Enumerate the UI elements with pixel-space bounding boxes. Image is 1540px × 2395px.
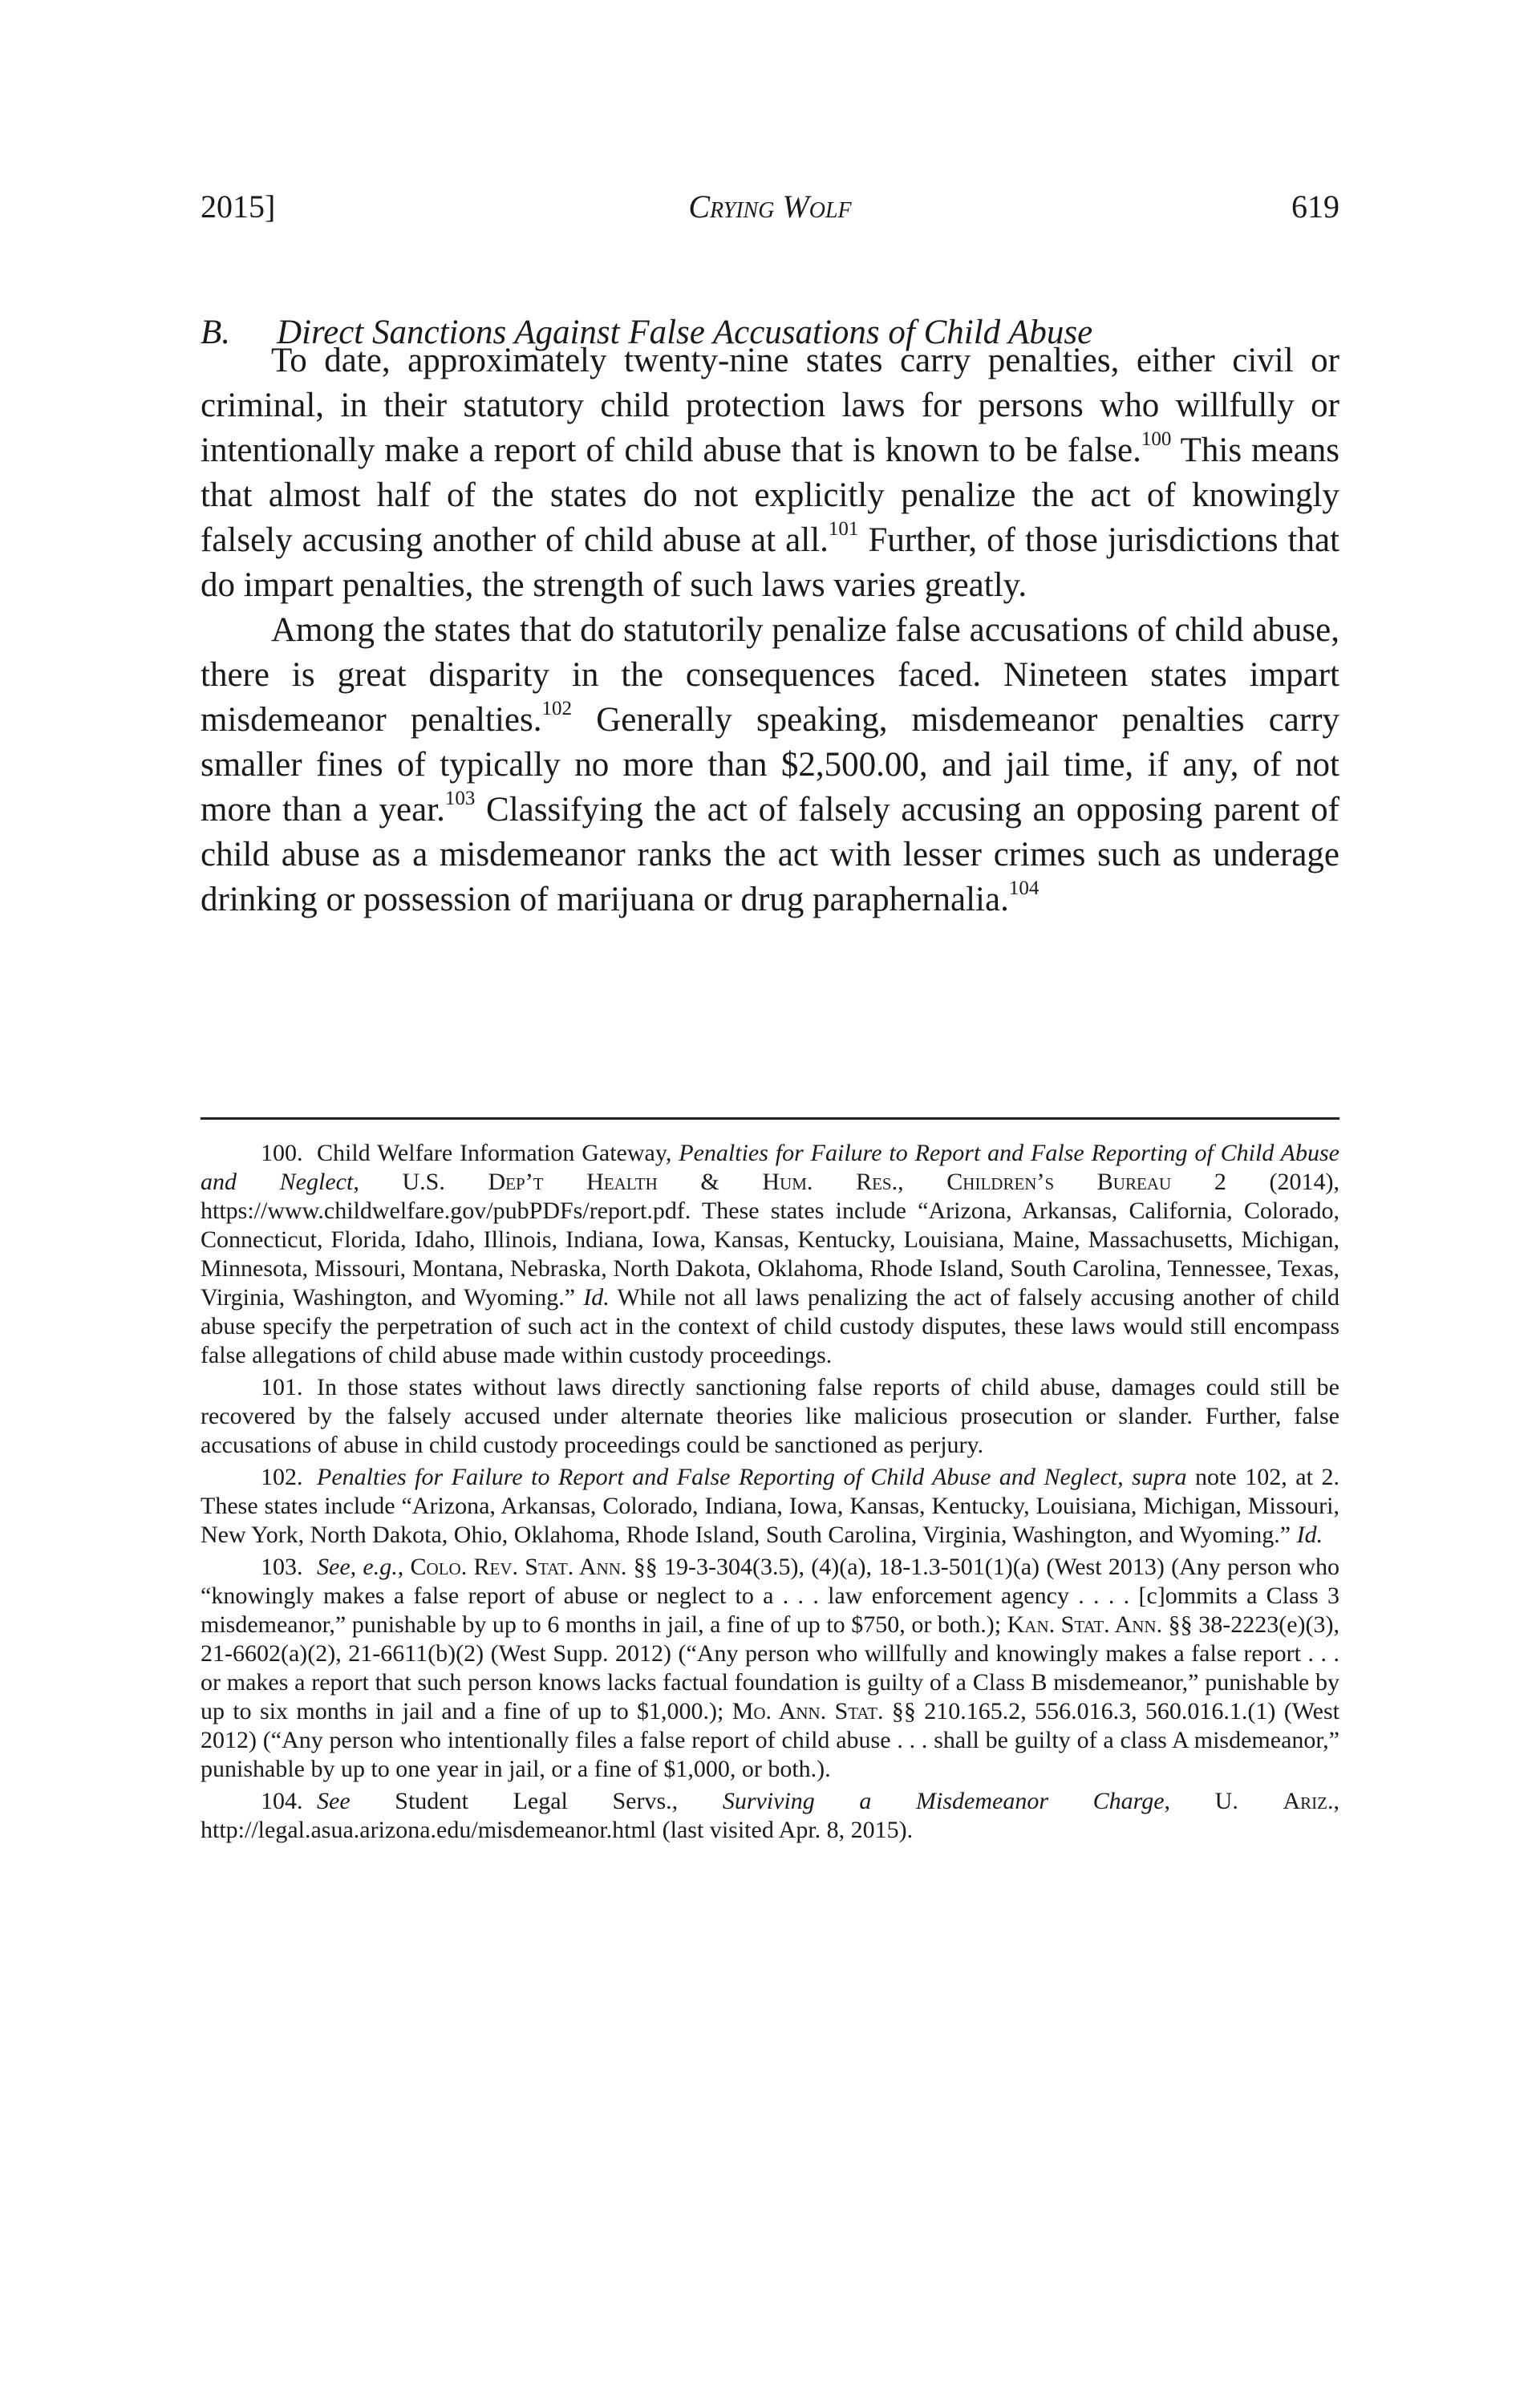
footnote-text: See, e.g.	[317, 1554, 398, 1580]
footnote-text: Penalties for Failure to Report and False Reporting of Child Abuse and Neglect, supra	[317, 1464, 1187, 1490]
footnote-ref[interactable]: 101	[828, 518, 859, 540]
footnote-text: Child Welfare Information Gateway,	[317, 1140, 679, 1166]
footnote-text: §§ 210.165.2, 556.016.3, 560.016.1.(1) (West 2012) (“Any person who intentionally files a false report of child abuse . . . shall be guilty of a class A misdemeanor,” punishable by up to one year in jail, or a fine of $1,000, or both.).	[201, 1698, 1339, 1782]
footnote-text: §§ 38-2223(e)(3), 21-6602(a)(2), 21-6611(b)(2) (West Supp. 2012) (“Any person who willfully and knowingly makes a false report . . . or makes a report that such person knows lacks factual foundation is guilty of a Class B misdemeanor,” punishable by up to six months in jail and a fine of up to $1,000.);	[201, 1611, 1339, 1724]
footnote-text: Id.	[1296, 1522, 1323, 1548]
footnote-ref[interactable]: 104	[1008, 877, 1040, 899]
paragraph-text: To date, approximately twenty-nine states carry penalties, either civil or criminal, in their statutory child protection laws for persons who willfully or intentionally make a report of child abuse that is known to be false.	[201, 342, 1339, 469]
footnote-text: ,	[397, 1554, 411, 1580]
footnote-text: §§ 19-3-304(3.5), (4)(a), 18-1.3-501(1)(a) (West 2013) (Any person who “knowingly makes a false report of abuse or neglect to a . . . law enforcement agency . . . . [c]ommits a Class 3 misdemeanor,” punishable by up to 6 months in jail, a fine of up to $750, or both.);	[201, 1554, 1340, 1638]
page-number: 619	[1291, 188, 1339, 225]
footnote-text: Student Legal Servs.,	[350, 1788, 723, 1814]
footnote-text: 2 (2014), https://www.childwelfare.gov/pubPDFs/report.pdf. These states include “Arizona, Arkansas, California, Colorado, Connecticut, Florida, Idaho, Illinois, Indiana, Iowa, Kansas, Kentucky, Louisiana, Maine, Massachusetts, Michigan, Minnesota, Missouri, Montana, Nebraska, North Dakota, Oklahoma, Rhode Island, South Carolina, Tennessee, Texas, Virginia, Washington, and Wyoming.”	[201, 1169, 1339, 1311]
footnote-text: Dep’t Health & Hum. Res., Children’s Bureau	[488, 1169, 1172, 1195]
footnote-text: Id.	[583, 1284, 610, 1311]
footnote-text: In those states without laws directly sanctioning false reports of child abuse, damages could still be recovered by the falsely accused under alternate theories like malicious prosecution or slander. Further, false accusations of abuse in child custody proceedings could be sanctioned as perjury.	[201, 1374, 1339, 1458]
paragraph-text: Generally speaking, misdemeanor penalties carry smaller fines of typically no more than $2,500.00, and jail time, if any, of not more than a year.	[201, 701, 1340, 829]
footnote-100	[201, 1139, 1339, 1370]
footnote-ref[interactable]: 102	[541, 698, 572, 719]
footnote-text: Mo. Ann. Stat.	[732, 1698, 884, 1724]
footnote-text: Surviving a Misdemeanor Charge	[722, 1788, 1165, 1814]
header-title: Crying Wolf	[688, 188, 852, 225]
footnote-text: See	[317, 1788, 351, 1814]
footnote-ref[interactable]: 100	[1141, 428, 1172, 450]
paragraph-text: This means that almost half of the states do not explicitly penalize the act of knowingly falsely accusing another of child abuse at all.	[201, 432, 1339, 559]
paragraph-text: Classifying the act of falsely accusing an opposing parent of child abuse as a misdemeanor ranks the act with lesser crimes such as underage drinking or possession of marijuana or drug paraphernalia.	[201, 791, 1339, 918]
footnote-text: , U.	[1164, 1788, 1283, 1814]
main-text	[201, 338, 1339, 922]
paragraph-1	[201, 338, 1339, 608]
footnote-102	[201, 1463, 1339, 1550]
footnote-text: Kan. Stat. Ann.	[1007, 1611, 1163, 1638]
paragraph-text: Further, of those jurisdictions that do impart penalties, the strength of such laws varies greatly.	[201, 521, 1339, 604]
footnote-text: Penalties for Failure to Report and False Reporting of Child Abuse and Neglect	[201, 1140, 1339, 1195]
footnote-text: note 102, at 2. These states include “Arizona, Arkansas, Colorado, Indiana, Iowa, Kansas, Kentucky, Louisiana, Michigan, Missouri, New York, North Dakota, Ohio, Oklahoma, Rhode Island, South Carolina, Virginia, Washington, and Wyoming.”	[201, 1464, 1339, 1548]
running-header	[201, 183, 1339, 231]
footnote-divider	[201, 1117, 1339, 1120]
footnote-text: Ariz.	[1283, 1788, 1334, 1814]
footnote-text: While not all laws penalizing the act of falsely accusing another of child abuse specify the perpetration of such act in the context of child custody disputes, these laws would still encompass false allegations of child abuse made within custody proceedings.	[201, 1284, 1339, 1368]
footnote-number: 101.	[261, 1374, 303, 1400]
footnote-103	[201, 1553, 1339, 1784]
footnote-ref[interactable]: 103	[444, 788, 476, 809]
header-year: 2015]	[201, 188, 276, 225]
footnote-number: 104.	[261, 1788, 303, 1814]
paragraph-text: Among the states that do statutorily penalize false accusations of child abuse, there is great disparity in the consequences faced. Nineteen states impart misdemeanor penalties.	[201, 611, 1339, 739]
footnote-number: 102.	[261, 1464, 303, 1490]
footnote-104	[201, 1787, 1339, 1845]
paragraph-2	[201, 608, 1339, 922]
section-title: Direct Sanctions Against False Accusations of Child Abuse	[277, 314, 1093, 351]
section-letter: B.	[201, 314, 231, 351]
footnote-number: 103.	[261, 1554, 303, 1580]
footnote-101	[201, 1373, 1339, 1460]
footnote-text: , http://legal.asua.arizona.edu/misdemeanor.html (last visited Apr. 8, 2015).	[201, 1788, 1339, 1843]
footnote-number: 100.	[261, 1140, 303, 1166]
footnote-text: Colo. Rev. Stat. Ann.	[410, 1554, 627, 1580]
footnote-text: , U.S.	[353, 1169, 488, 1195]
footnotes	[201, 1139, 1339, 1848]
